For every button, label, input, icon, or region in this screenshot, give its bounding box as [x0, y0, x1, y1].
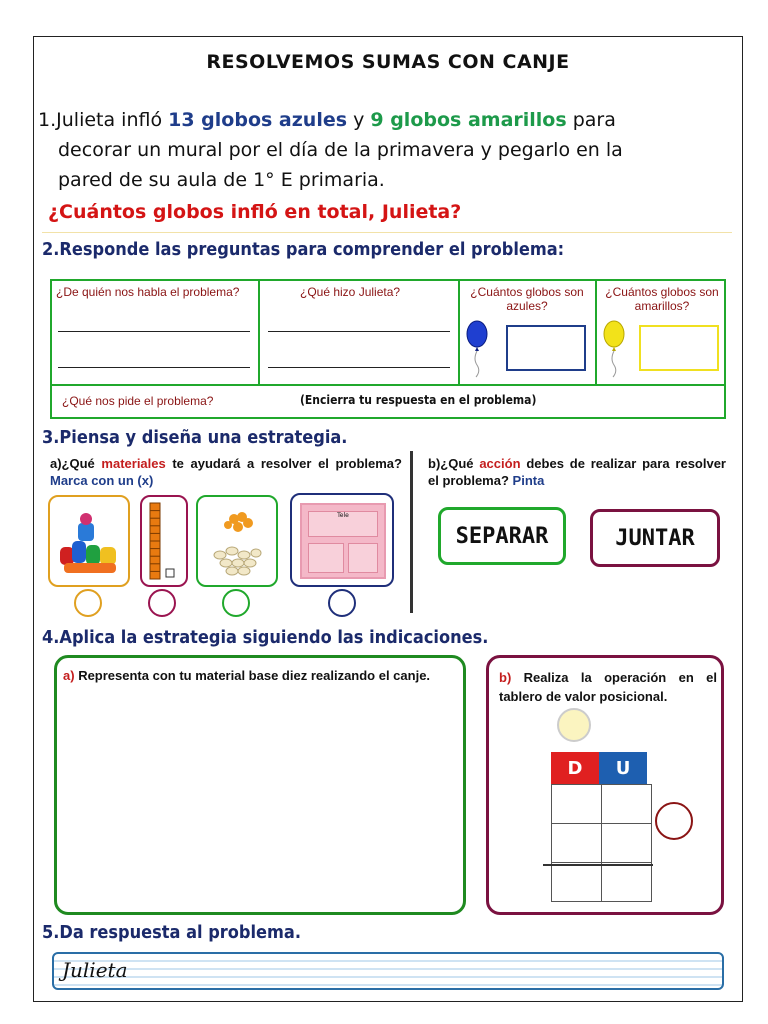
tray-icon: Tele [300, 503, 386, 579]
board-cell[interactable] [602, 824, 652, 863]
problem-line-3: pared de su aula de 1° E primaria. [58, 169, 385, 191]
problem-line-2: decorar un mural por el día de la primavera y pegarlo en la [58, 139, 623, 161]
problem-number: 1. [38, 109, 57, 131]
comprehension-grid [50, 279, 726, 419]
page-title: RESOLVEMOS SUMAS CON CANJE [206, 51, 570, 73]
base-ten-rod-icon [142, 497, 186, 585]
mark-circle-base-ten[interactable] [148, 589, 176, 617]
problem-statement: 1.Julieta infló 13 globos azules y 9 globos amarillos para decorar un mural por el día de la primavera y pegarlo en la pared de su aula de 1° E primaria. [38, 105, 728, 195]
material-tray[interactable] [290, 493, 394, 587]
section2-heading: 2.Responde las preguntas para comprender el problema: [42, 239, 565, 260]
answer-line[interactable] [268, 331, 450, 332]
section3-heading: 3.Piensa y diseña una estrategia. [42, 427, 348, 448]
place-value-area [486, 655, 724, 915]
section4-heading: 4.Aplica la estrategia siguiendo las indicaciones. [42, 627, 489, 648]
answer-line[interactable] [58, 331, 250, 332]
blocks-icon [50, 497, 128, 585]
part-b-text: Realiza la operación en el tablero de valor posicional. [499, 670, 717, 704]
units-header: U [599, 752, 647, 784]
yellow-count-cell [597, 281, 728, 384]
blue-balloon-count: 13 globos azules [168, 109, 348, 131]
divider [42, 232, 732, 233]
sign-circle[interactable] [655, 802, 693, 840]
request-row [52, 384, 724, 417]
vertical-divider [410, 451, 413, 613]
seeds-icon [198, 497, 276, 585]
what-cell [260, 281, 460, 384]
request-note: (Encierra tu respuesta en el problema) [300, 393, 537, 407]
join-button[interactable]: JUNTAR [590, 509, 720, 567]
section5-heading: 5.Da respuesta al problema. [42, 922, 301, 943]
representation-area[interactable] [54, 655, 466, 915]
answer-line[interactable] [58, 367, 250, 368]
who-cell [52, 281, 260, 384]
sum-line [543, 864, 653, 866]
tens-header: D [551, 752, 599, 784]
materials-question: a)¿Qué materiales te ayudará a resolver el problema? Marca con un (x) [50, 456, 402, 488]
part-b-label: b) [499, 670, 512, 685]
what-question: ¿Qué hizo Julieta? [300, 285, 401, 299]
yellow-question: ¿Cuántos globos son amarillos? [605, 285, 719, 313]
material-base-ten[interactable] [140, 495, 188, 587]
separate-button[interactable]: SEPARAR [438, 507, 566, 565]
blue-count-cell [460, 281, 597, 384]
board-cell[interactable] [552, 824, 602, 863]
answer-line[interactable] [268, 367, 450, 368]
problem-question: ¿Cuántos globos infló en total, Julieta? [48, 201, 462, 223]
who-question: ¿De quién nos habla el problema? [56, 285, 240, 299]
board-cell[interactable] [552, 785, 602, 824]
answer-start-text: Julieta [62, 958, 128, 982]
yellow-balloon-icon [601, 319, 627, 379]
board-cell[interactable] [602, 863, 652, 902]
board-cell[interactable] [602, 785, 652, 824]
mark-circle-tray[interactable] [328, 589, 356, 617]
request-question: ¿Qué nos pide el problema? [62, 394, 214, 408]
part-a-text: Representa con tu material base diez realizando el canje. [78, 668, 431, 683]
mark-circle-blocks[interactable] [74, 589, 102, 617]
mark-circle-seeds[interactable] [222, 589, 250, 617]
part-a-label: a) [63, 668, 75, 683]
yellow-count-box[interactable] [639, 325, 719, 371]
material-blocks[interactable] [48, 495, 130, 587]
worksheet-page [33, 36, 743, 1002]
blue-count-box[interactable] [506, 325, 586, 371]
action-question: b)¿Qué acción debes de realizar para resolver el problema? Pinta [428, 456, 726, 488]
board-cell[interactable] [552, 863, 602, 902]
carry-circle[interactable] [557, 708, 591, 742]
place-value-board [551, 784, 652, 902]
answer-line-field[interactable] [52, 952, 724, 990]
yellow-balloon-count: 9 globos amarillos [370, 109, 567, 131]
blue-balloon-icon [464, 319, 490, 379]
material-seeds[interactable] [196, 495, 278, 587]
blue-question: ¿Cuántos globos son azules? [470, 285, 584, 313]
